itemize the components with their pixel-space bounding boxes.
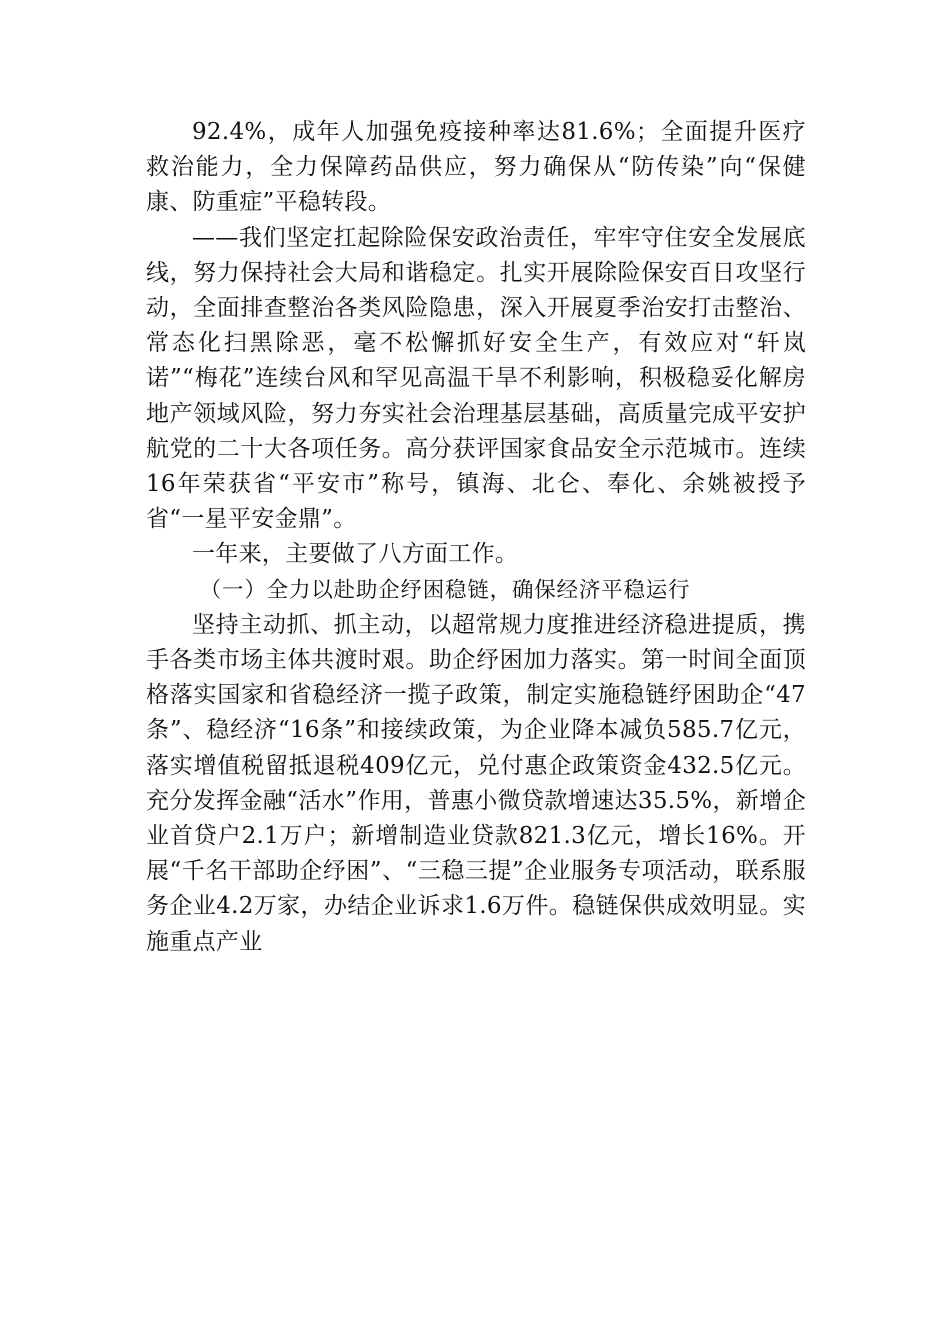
- document-body: [146, 115, 806, 960]
- section-heading-one: （一）全力以赴助企纾困稳链，确保经济平稳运行: [199, 577, 691, 603]
- paragraph-enterprise-relief: 坚持主动抓、抓主动，以超常规力度推进经济稳进提质，携手各类市场主体共渡时艰。助企纾困加力落实。第一时间全面顶格落实国家和省稳经济一揽子政策，制定实施稳链纾困助企“47条”、稳经济“16条”和接续政策，为企业降本减负585.7亿元，落实增值税留抵退税409亿元，兑付惠企政策资金432.5亿元。充分发挥金融“活水”作用，普惠小微贷款增速达35.5%，新增企业首贷户2.1万户；新增制造业贷款821.3亿元，增长16%。开展“千名干部助企纾困”、“三稳三提”企业服务专项活动，联系服务企业4.2万家，办结企业诉求1.6万件。稳链保供成效明显。实施重点产业: [146, 611, 806, 955]
- paragraph-safety-stability: ——我们坚定扛起除险保安政治责任，牢牢守住安全发展底线，努力保持社会大局和谐稳定。扎实开展除险保安百日攻坚行动，全面排查整治各类风险隐患，深入开展夏季治安打击整治、常态化扫黑除恶，毫不松懈抓好安全生产，有效应对“轩岚诺”“梅花”连续台风和罕见高温干旱不利影响，积极稳妥化解房地产领域风险，努力夯实社会治理基层基础，高质量完成平安护航党的二十大各项任务。高分获评国家食品安全示范城市。连续16年荣获省“平安市”称号，镇海、北仑、奉化、余姚被授予省“一星平安金鼎”。: [146, 224, 806, 533]
- paragraph-epidemic-summary: 92.4%，成年人加强免疫接种率达81.6%；全面提升医疗救治能力，全力保障药品供应，努力确保从“防传染”向“保健康、防重症”平稳转段。: [146, 119, 806, 216]
- paragraph-year-overview: 一年来，主要做了八方面工作。: [192, 541, 519, 568]
